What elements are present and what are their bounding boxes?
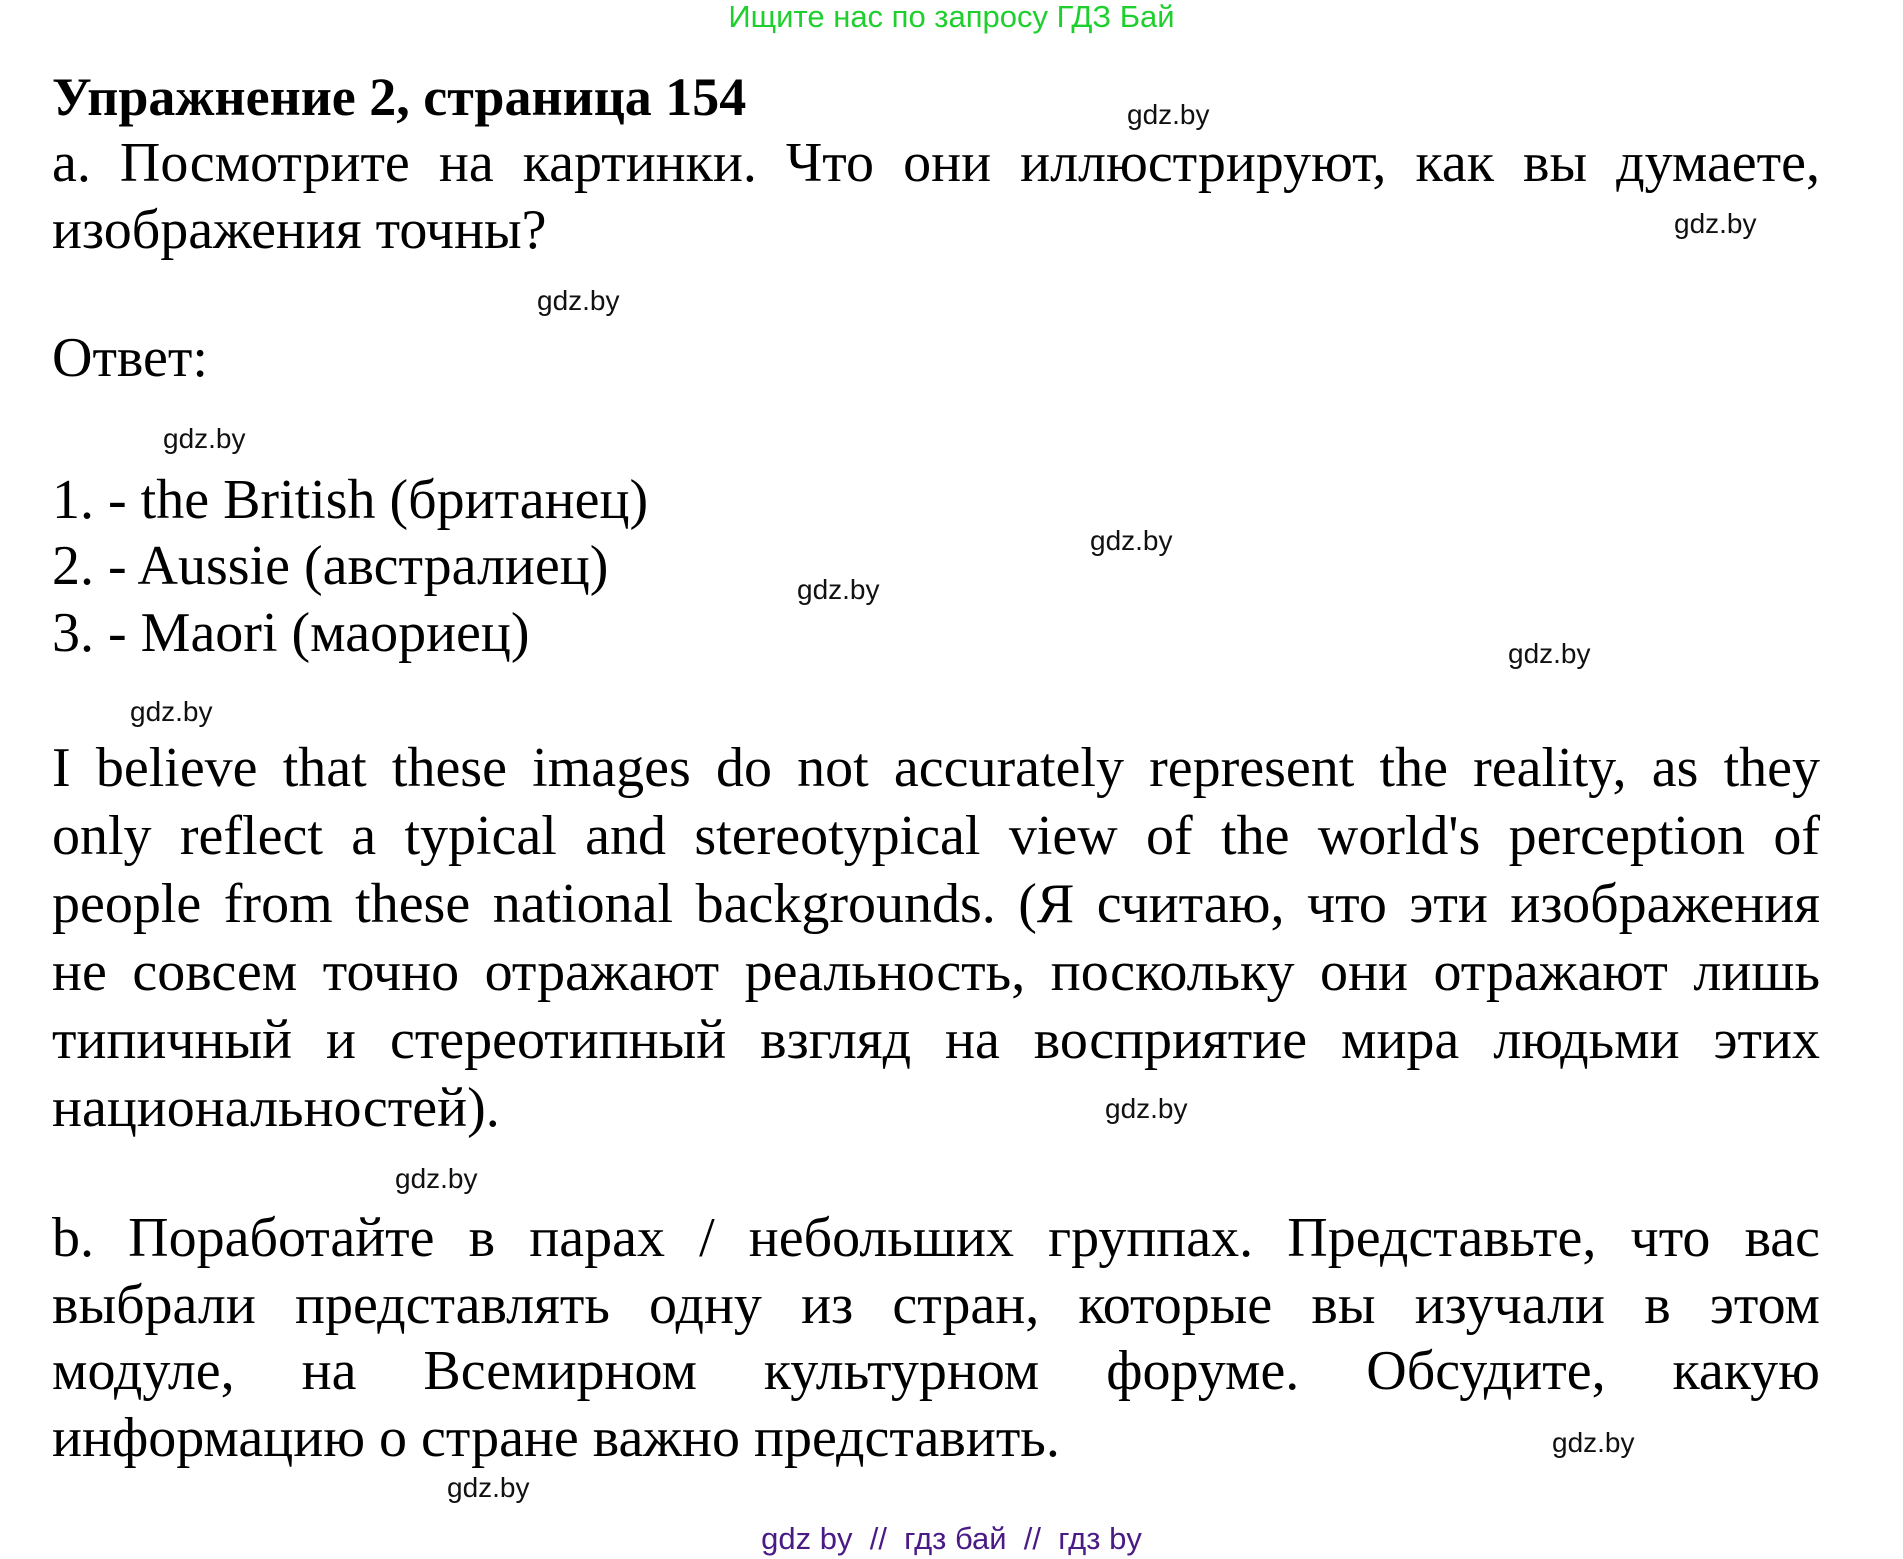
footer-site-links: gdz by // гдз бай // гдз by bbox=[761, 1521, 1142, 1556]
watermark: gdz.by bbox=[130, 696, 213, 727]
answer-paragraph-line-5: типичный и стереотипный взгляд на восприятие мира людьми этих bbox=[52, 1009, 1820, 1071]
task-b-line-2: выбрали представлять одну из стран, которые вы изучали в этом bbox=[52, 1274, 1820, 1336]
watermark: gdz.by bbox=[1105, 1093, 1188, 1124]
task-a-line-2: изображения точны? bbox=[52, 199, 547, 261]
answer-paragraph-line-2: only reflect a typical and stereotypical view of the world's perception of bbox=[52, 805, 1820, 867]
task-b-line-3: модуле, на Всемирном культурном форуме. Обсудите, какую bbox=[52, 1340, 1820, 1402]
watermark: gdz.by bbox=[163, 423, 246, 454]
watermark: gdz.by bbox=[1552, 1427, 1635, 1458]
watermark: gdz.by bbox=[447, 1472, 530, 1503]
search-hint-banner: Ищите нас по запросу ГДЗ Бай bbox=[728, 0, 1175, 34]
page-title: Упражнение 2, страница 154 bbox=[52, 67, 747, 127]
watermark: gdz.by bbox=[1508, 638, 1591, 669]
task-a-line-1: a. Посмотрите на картинки. Что они иллюстрируют, как вы думаете, bbox=[52, 132, 1820, 194]
answer-paragraph-line-3: people from these national backgrounds. (Я считаю, что эти изображения bbox=[52, 873, 1820, 935]
watermark: gdz.by bbox=[1127, 99, 1210, 130]
watermark: gdz.by bbox=[797, 574, 880, 605]
answer-item-2: 2. - Aussie (австралиец) bbox=[52, 535, 609, 597]
answer-item-1: 1. - the British (британец) bbox=[52, 469, 649, 531]
answer-paragraph-line-4: не совсем точно отражают реальность, поскольку они отражают лишь bbox=[52, 941, 1820, 1003]
answer-paragraph-line-6: национальностей). bbox=[52, 1077, 500, 1139]
watermark: gdz.by bbox=[395, 1163, 478, 1194]
watermark: gdz.by bbox=[537, 285, 620, 316]
answer-label: Ответ: bbox=[52, 327, 208, 389]
task-b-line-4: информацию о стране важно представить. bbox=[52, 1407, 1060, 1469]
watermark: gdz.by bbox=[1674, 208, 1757, 239]
answer-item-3: 3. - Maori (маориец) bbox=[52, 602, 530, 664]
watermark: gdz.by bbox=[1090, 525, 1173, 556]
task-b-line-1: b. Поработайте в парах / небольших группах. Представьте, что вас bbox=[52, 1207, 1820, 1269]
answer-paragraph-line-1: I believe that these images do not accurately represent the reality, as they bbox=[52, 737, 1820, 799]
